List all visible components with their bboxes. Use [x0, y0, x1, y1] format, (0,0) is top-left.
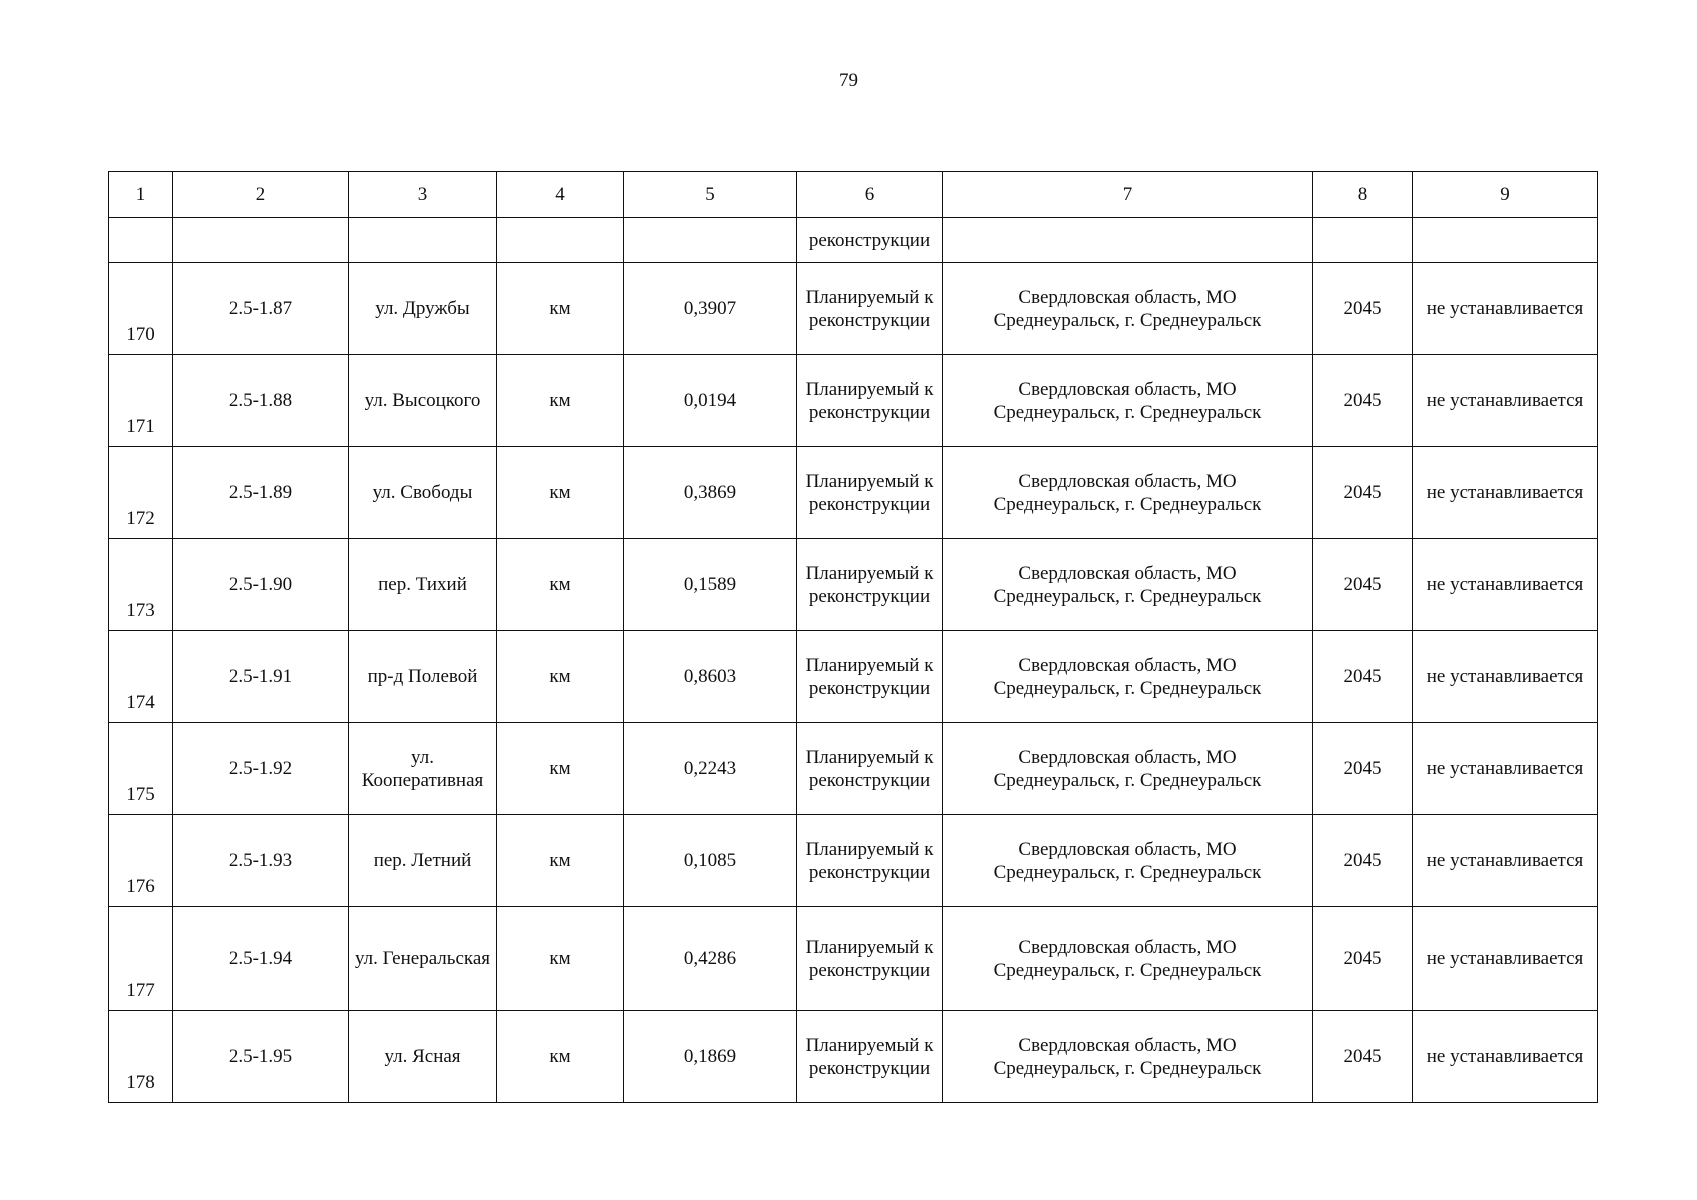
year-cell: 2045: [1313, 447, 1413, 539]
object-code-cell: 2.5-1.93: [173, 815, 349, 907]
row-number-cell: [109, 355, 173, 447]
location-cell: Свердловская область, МО Среднеуральск, г. Среднеуральск: [943, 447, 1313, 539]
column-number-cell: 2: [173, 172, 349, 218]
table-row: [109, 1011, 1598, 1103]
year-cell: 2045: [1313, 1011, 1413, 1103]
row-number-cell: [109, 447, 173, 539]
table-row: [109, 907, 1598, 1011]
table-row: [109, 723, 1598, 815]
row-number-cell: [109, 263, 173, 355]
length-cell: 0,1869: [624, 1011, 797, 1103]
table-row: [109, 539, 1598, 631]
object-code-cell: 2.5-1.89: [173, 447, 349, 539]
location-cell: Свердловская область, МО Среднеуральск, г. Среднеуральск: [943, 815, 1313, 907]
road-register-table: [108, 171, 1598, 1103]
column-number-cell: 6: [797, 172, 943, 218]
row-number-cell: [109, 539, 173, 631]
object-code-cell: 2.5-1.92: [173, 723, 349, 815]
unit-cell: км: [497, 907, 624, 1011]
length-cell: 0,8603: [624, 631, 797, 723]
status-cell: Планируемый к реконструкции: [797, 631, 943, 723]
table-row: [109, 355, 1598, 447]
column-number-row: [109, 172, 1598, 218]
zone-cell: не устанавливается: [1413, 539, 1598, 631]
table-row: [109, 263, 1598, 355]
location-cell: Свердловская область, МО Среднеуральск, г. Среднеуральск: [943, 263, 1313, 355]
zone-cell: не устанавливается: [1413, 907, 1598, 1011]
unit-cell: км: [497, 355, 624, 447]
row-number: 172: [126, 508, 155, 529]
status-cell: Планируемый к реконструкции: [797, 447, 943, 539]
continuation-cell: реконструкции: [797, 218, 943, 263]
continuation-cell: [497, 218, 624, 263]
object-name-cell: ул. Генеральская: [349, 907, 497, 1011]
row-number-cell: [109, 907, 173, 1011]
unit-cell: км: [497, 723, 624, 815]
object-name-cell: ул. Кооперативная: [349, 723, 497, 815]
unit-cell: км: [497, 631, 624, 723]
continuation-cell: [109, 218, 173, 263]
table-row: [109, 631, 1598, 723]
row-number: 178: [126, 1072, 155, 1093]
length-cell: 0,4286: [624, 907, 797, 1011]
unit-cell: км: [497, 447, 624, 539]
year-cell: 2045: [1313, 355, 1413, 447]
length-cell: 0,0194: [624, 355, 797, 447]
column-number-cell: 5: [624, 172, 797, 218]
object-name-cell: ул. Высоцкого: [349, 355, 497, 447]
unit-cell: км: [497, 815, 624, 907]
location-cell: Свердловская область, МО Среднеуральск, г. Среднеуральск: [943, 539, 1313, 631]
year-cell: 2045: [1313, 263, 1413, 355]
column-number-cell: 9: [1413, 172, 1598, 218]
object-name-cell: пер. Тихий: [349, 539, 497, 631]
column-number-cell: 8: [1313, 172, 1413, 218]
object-code-cell: 2.5-1.94: [173, 907, 349, 1011]
object-name-cell: ул. Дружбы: [349, 263, 497, 355]
row-number: 173: [126, 600, 155, 621]
zone-cell: не устанавливается: [1413, 1011, 1598, 1103]
column-number-cell: 7: [943, 172, 1313, 218]
row-number: 175: [126, 784, 155, 805]
unit-cell: км: [497, 1011, 624, 1103]
length-cell: 0,2243: [624, 723, 797, 815]
length-cell: 0,3869: [624, 447, 797, 539]
status-cell: Планируемый к реконструкции: [797, 263, 943, 355]
zone-cell: не устанавливается: [1413, 815, 1598, 907]
object-name-cell: ул. Свободы: [349, 447, 497, 539]
object-code-cell: 2.5-1.95: [173, 1011, 349, 1103]
zone-cell: не устанавливается: [1413, 631, 1598, 723]
row-number: 170: [126, 324, 155, 345]
zone-cell: не устанавливается: [1413, 447, 1598, 539]
column-number-cell: 1: [109, 172, 173, 218]
continuation-cell: [1313, 218, 1413, 263]
continuation-cell: [943, 218, 1313, 263]
status-cell: Планируемый к реконструкции: [797, 815, 943, 907]
continuation-cell: [349, 218, 497, 263]
row-number-cell: [109, 723, 173, 815]
year-cell: 2045: [1313, 539, 1413, 631]
row-number: 177: [126, 980, 155, 1001]
length-cell: 0,1085: [624, 815, 797, 907]
continuation-cell: [1413, 218, 1598, 263]
length-cell: 0,1589: [624, 539, 797, 631]
row-number: 176: [126, 876, 155, 897]
table-row: [109, 815, 1598, 907]
location-cell: Свердловская область, МО Среднеуральск, г. Среднеуральск: [943, 631, 1313, 723]
continuation-cell: [624, 218, 797, 263]
unit-cell: км: [497, 539, 624, 631]
year-cell: 2045: [1313, 815, 1413, 907]
unit-cell: км: [497, 263, 624, 355]
year-cell: 2045: [1313, 723, 1413, 815]
object-code-cell: 2.5-1.87: [173, 263, 349, 355]
row-number-cell: [109, 815, 173, 907]
location-cell: Свердловская область, МО Среднеуральск, г. Среднеуральск: [943, 1011, 1313, 1103]
zone-cell: не устанавливается: [1413, 723, 1598, 815]
page-number: 79: [839, 70, 858, 91]
status-cell: Планируемый к реконструкции: [797, 723, 943, 815]
status-cell: Планируемый к реконструкции: [797, 355, 943, 447]
object-code-cell: 2.5-1.90: [173, 539, 349, 631]
year-cell: 2045: [1313, 631, 1413, 723]
row-number: 171: [126, 416, 155, 437]
location-cell: Свердловская область, МО Среднеуральск, г. Среднеуральск: [943, 907, 1313, 1011]
row-number: 174: [126, 692, 155, 713]
object-code-cell: 2.5-1.91: [173, 631, 349, 723]
column-number-cell: 3: [349, 172, 497, 218]
location-cell: Свердловская область, МО Среднеуральск, г. Среднеуральск: [943, 723, 1313, 815]
row-number-cell: [109, 1011, 173, 1103]
object-code-cell: 2.5-1.88: [173, 355, 349, 447]
length-cell: 0,3907: [624, 263, 797, 355]
object-name-cell: ул. Ясная: [349, 1011, 497, 1103]
object-name-cell: пер. Летний: [349, 815, 497, 907]
column-number-cell: 4: [497, 172, 624, 218]
status-cell: Планируемый к реконструкции: [797, 907, 943, 1011]
object-name-cell: пр-д Полевой: [349, 631, 497, 723]
year-cell: 2045: [1313, 907, 1413, 1011]
zone-cell: не устанавливается: [1413, 263, 1598, 355]
status-cell: Планируемый к реконструкции: [797, 539, 943, 631]
location-cell: Свердловская область, МО Среднеуральск, г. Среднеуральск: [943, 355, 1313, 447]
continuation-cell: [173, 218, 349, 263]
table-row: [109, 447, 1598, 539]
continuation-row: [109, 218, 1598, 263]
zone-cell: не устанавливается: [1413, 355, 1598, 447]
status-cell: Планируемый к реконструкции: [797, 1011, 943, 1103]
row-number-cell: [109, 631, 173, 723]
